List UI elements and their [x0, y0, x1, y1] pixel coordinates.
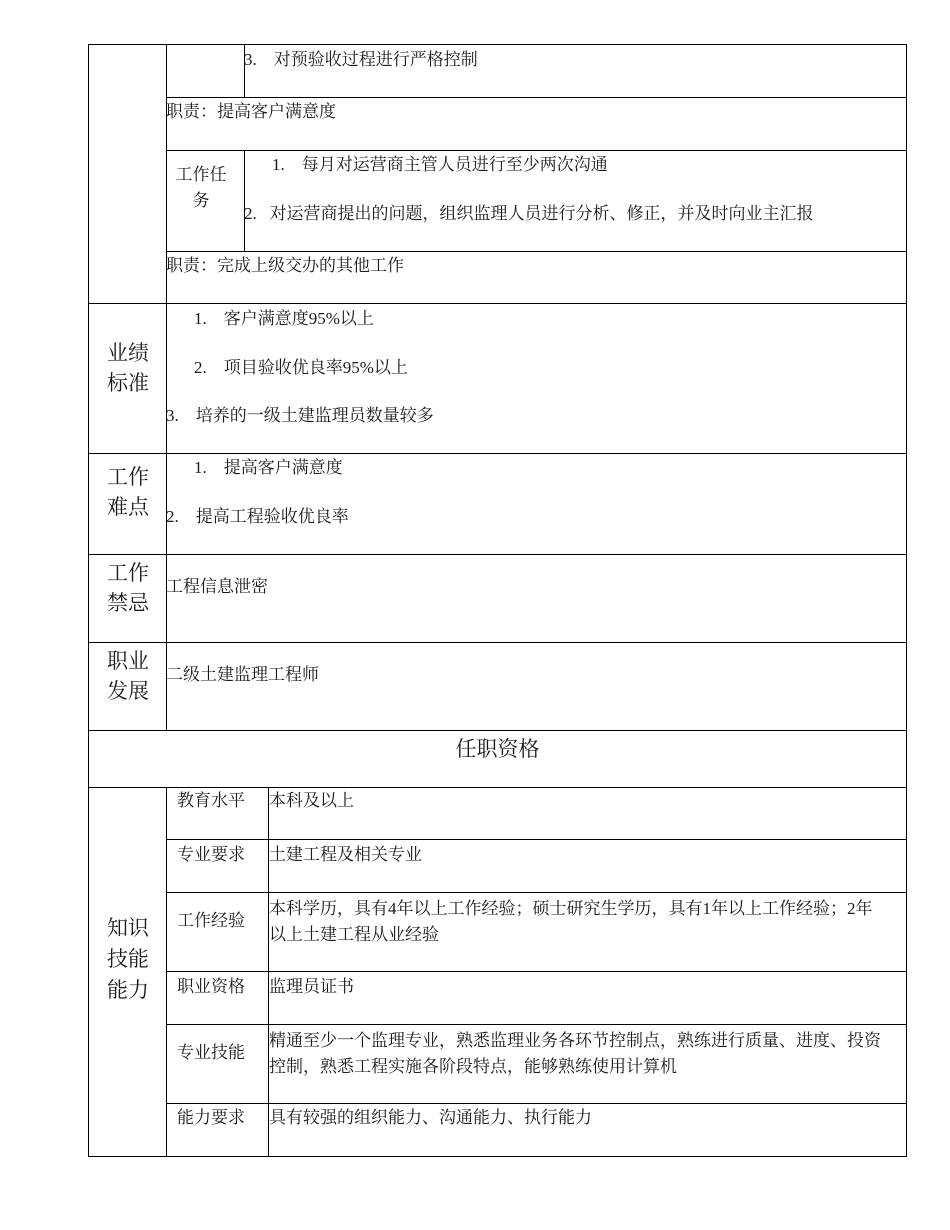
section-divider	[88, 730, 907, 731]
duty-title: 职责：完成上级交办的其他工作	[166, 256, 404, 275]
row-divider	[166, 97, 907, 98]
certification-value: 监理员证书	[269, 977, 354, 996]
qualification-group-label: 知识技能能力	[107, 916, 149, 1002]
section-divider	[88, 554, 907, 555]
qual-row-divider	[166, 839, 907, 840]
row-divider	[166, 150, 907, 151]
section-divider	[88, 642, 907, 643]
qual-value-divider	[268, 787, 269, 1157]
previous-task-3: 3. 对预验收过程进行严格控制	[244, 50, 478, 69]
job-description-table	[88, 44, 907, 1157]
career-value: 二级土建监理工程师	[166, 665, 319, 684]
taboo-label: 工作禁忌	[107, 561, 149, 615]
section-divider	[88, 453, 907, 454]
label-column-divider	[166, 44, 167, 731]
qual-row-divider	[166, 1024, 907, 1025]
performance-item-3: 3. 培养的一级土建监理员数量较多	[166, 406, 434, 425]
skills-value: 精通至少一个监理专业，熟悉监理业务各环节控制点，熟练进行质量、进度、投资控制，熟悉工程实施各阶段特点，能够熟练使用计算机	[269, 1031, 881, 1076]
task-column-divider-2	[244, 150, 245, 251]
skills-label: 专业技能	[177, 1043, 245, 1062]
difficulty-item-1: 1. 提高客户满意度	[194, 458, 343, 477]
row-divider	[166, 251, 907, 252]
section-divider	[88, 303, 907, 304]
performance-item-2: 2. 项目验收优良率95%以上	[194, 358, 408, 377]
education-value: 本科及以上	[269, 791, 354, 810]
performance-label: 业绩标准	[107, 341, 149, 395]
table-border-bottom	[88, 1156, 907, 1157]
taboo-value: 工程信息泄密	[166, 577, 268, 596]
section-divider	[88, 787, 907, 788]
table-border-left	[88, 44, 89, 1157]
ability-label: 能力要求	[177, 1108, 245, 1127]
ability-value: 具有较强的组织能力、沟通能力、执行能力	[269, 1108, 592, 1127]
education-label: 教育水平	[177, 791, 245, 810]
qual-row-divider	[166, 971, 907, 972]
experience-value: 本科学历，具有4年以上工作经验；硕士研究生学历，具有1年以上工作经验；2年以上土建工程从业经验	[269, 899, 873, 944]
qualification-header: 任职资格	[455, 737, 540, 761]
table-border-top	[88, 44, 907, 45]
duty-title: 职责：提高客户满意度	[166, 102, 336, 121]
task-item-1: 1. 每月对运营商主管人员进行至少两次沟通	[272, 155, 608, 174]
table-border-right	[906, 44, 907, 1157]
difficulty-label: 工作难点	[107, 465, 149, 519]
experience-label: 工作经验	[177, 911, 245, 930]
qual-row-divider	[166, 1103, 907, 1104]
task-item-2: 2. 对运营商提出的问题，组织监理人员进行分析、修正，并及时向业主汇报	[244, 204, 814, 223]
difficulty-item-2: 2. 提高工程验收优良率	[166, 507, 349, 526]
major-label: 专业要求	[177, 845, 245, 864]
qual-row-divider	[166, 892, 907, 893]
task-label: 工作任务	[175, 165, 227, 210]
performance-item-1: 1. 客户满意度95%以上	[194, 309, 374, 328]
qual-label-divider	[166, 787, 167, 1157]
major-value: 土建工程及相关专业	[269, 845, 422, 864]
career-label: 职业发展	[107, 649, 149, 703]
certification-label: 职业资格	[177, 977, 245, 996]
